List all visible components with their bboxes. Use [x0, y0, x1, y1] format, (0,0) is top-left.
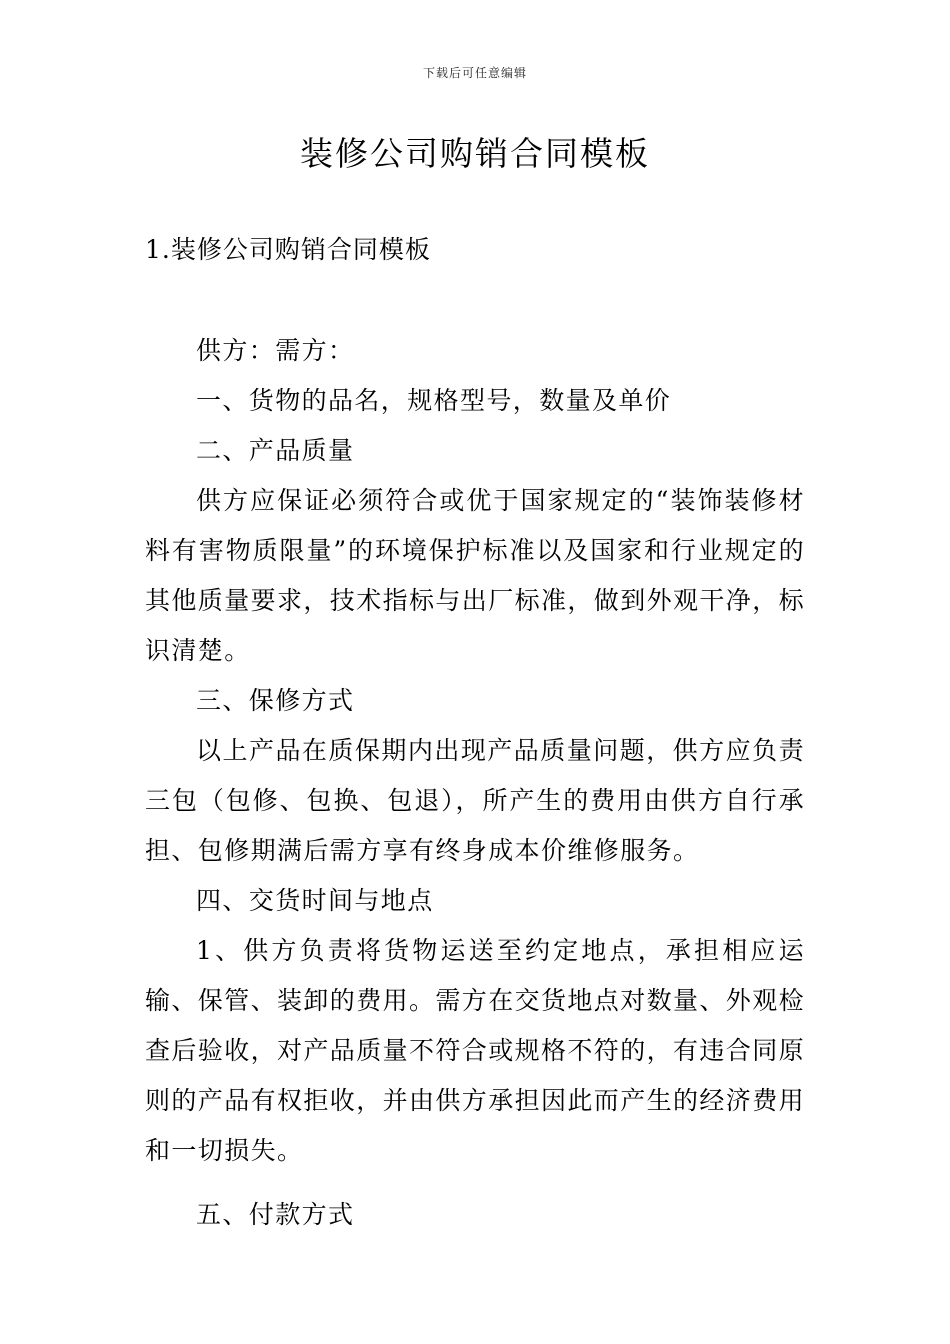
clause-4-paragraph: 1、供方负责将货物运送至约定地点，承担相应运输、保管、装卸的费用。需方在交货地点对数量、外观检查后验收，对产品质量不符合或规格不符的，有违合同原则的产品有权拒收，并由供方承担因此而产生的经济费用和一切损失。	[145, 936, 806, 1165]
clause-3-heading: 三、保修方式	[196, 686, 355, 715]
clause-5-heading: 五、付款方式	[196, 1200, 355, 1229]
section-heading: 1.装修公司购销合同模板	[145, 235, 431, 264]
clause-4-heading: 四、交货时间与地点	[196, 886, 434, 915]
document-body	[145, 326, 805, 1240]
clause-2-paragraph: 供方应保证必须符合或优于国家规定的“装饰装修材料有害物质限量”的环境保护标准以及国家和行业规定的其他质量要求，技术指标与出厂标准，做到外观干净，标识清楚。	[145, 486, 806, 665]
document-title: 装修公司购销合同模板	[300, 134, 650, 173]
clause-1-heading: 一、货物的品名，规格型号，数量及单价	[196, 386, 672, 415]
clause-2-heading: 二、产品质量	[196, 436, 355, 465]
parties-line: 供方：需方：	[196, 336, 355, 365]
clause-3-paragraph: 以上产品在质保期内出现产品质量问题，供方应负责三包（包修、包换、包退），所产生的费用由供方自行承担、包修期满后需方享有终身成本价维修服务。	[145, 736, 805, 865]
header-note: 下载后可任意编辑	[422, 66, 527, 80]
